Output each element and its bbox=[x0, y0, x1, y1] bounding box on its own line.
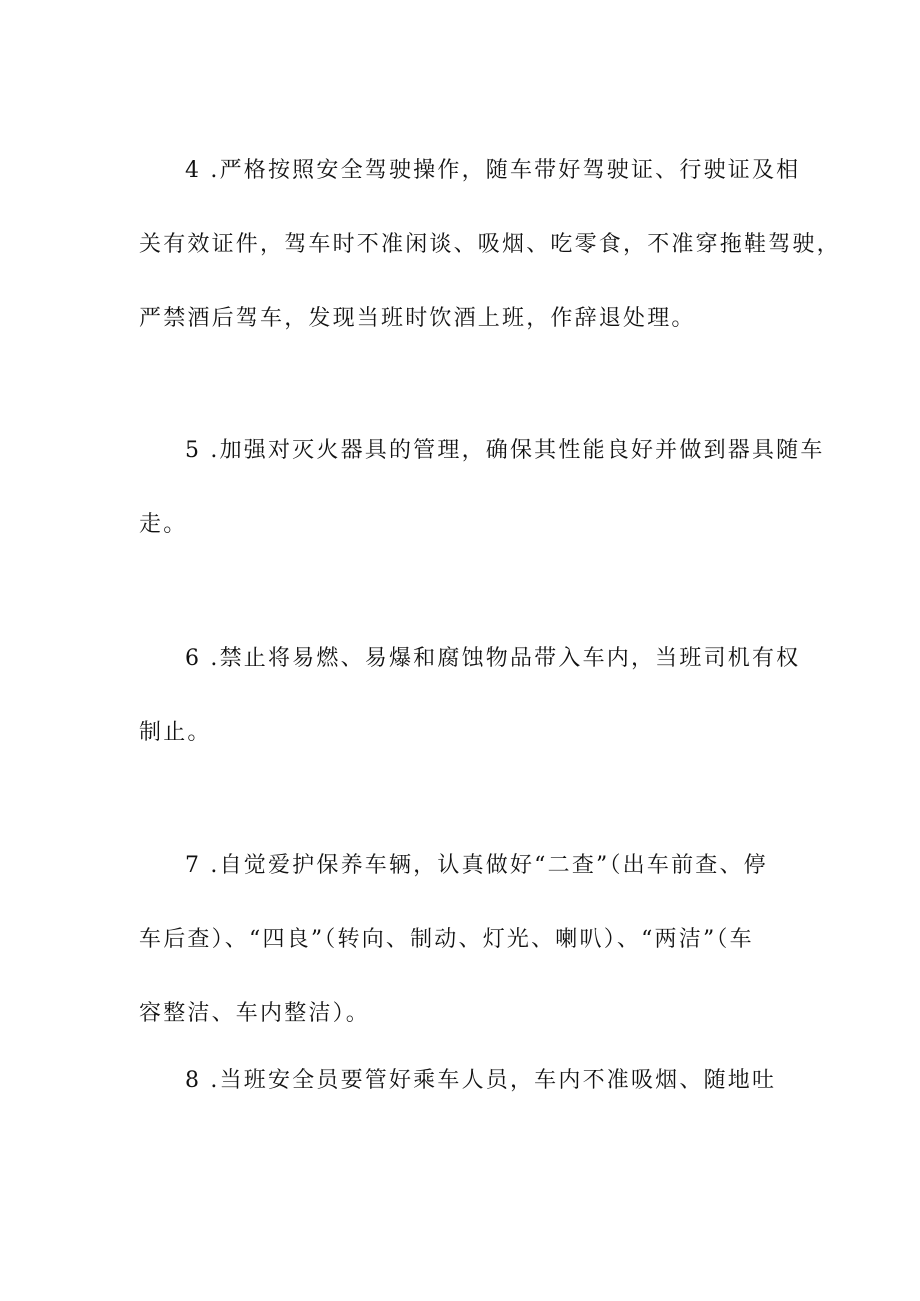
paragraph-line: 关有效证件，驾车时不准闲谈、吸烟、吃零食，不准穿拖鞋驾驶， bbox=[139, 232, 841, 257]
rule-item-8 bbox=[139, 1070, 794, 1144]
paragraph-line: 严禁酒后驾车，发现当班时饮酒上班，作辞退处理。 bbox=[139, 306, 696, 331]
paragraph-line: 8 .当班安全员要管好乘车人员，车内不准吸烟、随地吐 bbox=[185, 1068, 777, 1093]
paragraph-line: 走。 bbox=[139, 512, 188, 537]
paragraph-line: 容整洁、车内整洁）。 bbox=[139, 1001, 371, 1026]
paragraph-line: 7 .自觉爱护保养车辆，认真做好“二查”（出车前查、停 bbox=[185, 853, 768, 878]
paragraph-line: 6 .禁止将易燃、易爆和腐蚀物品带入车内，当班司机有权 bbox=[185, 646, 801, 671]
paragraph-line: 5 .加强对灭火器具的管理，确保其性能良好并做到器具随车 bbox=[185, 438, 825, 463]
paragraph-line: 4 .严格按照安全驾驶操作，随车带好驾驶证、行驶证及相 bbox=[185, 158, 801, 183]
rule-item-5 bbox=[139, 438, 825, 588]
rule-item-6 bbox=[139, 646, 801, 796]
rule-item-7 bbox=[139, 855, 794, 1077]
rule-item-4 bbox=[139, 158, 841, 382]
paragraph-line: 车后查）、“四良”（转向、制动、灯光、喇叭）、“两洁”（车 bbox=[139, 927, 754, 952]
paragraph-line: 制止。 bbox=[139, 720, 212, 745]
